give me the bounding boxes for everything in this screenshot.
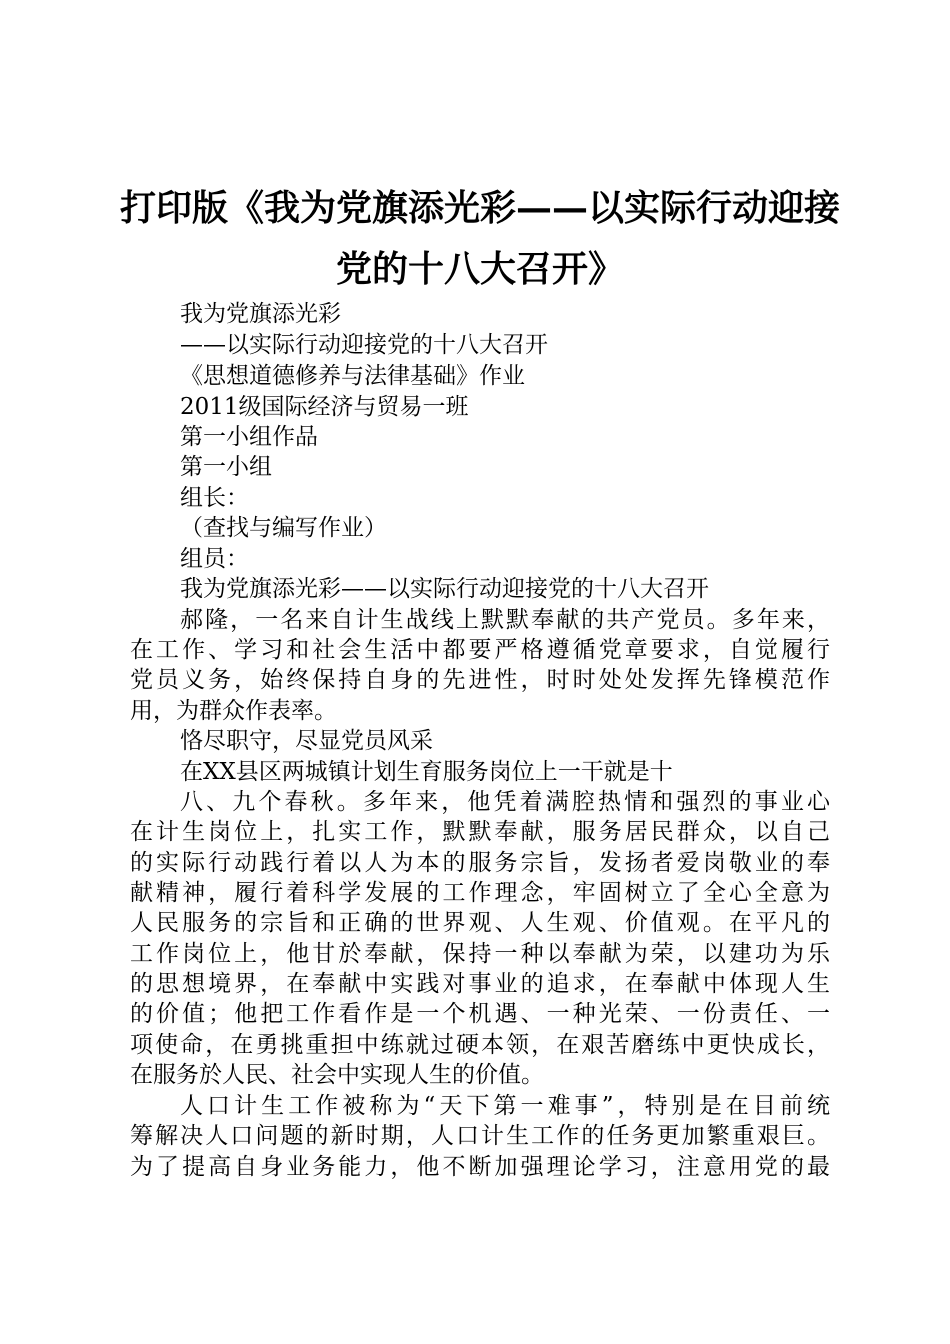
paragraph-1-line-4: 用，为群众作表率。 <box>130 698 337 724</box>
section-title: 我为党旗添光彩——以实际行动迎接党的十八大召开 <box>180 576 709 602</box>
section-heading: 恪尽职守，尽显党员风采 <box>180 728 433 754</box>
header-line-class: 2011级国际经济与贸易一班 <box>180 394 469 420</box>
paragraph-2-line-6: 工作岗位上，他甘於奉献，保持一种以奉献为荣，以建功为乐 <box>130 941 830 967</box>
paragraph-3-line-3: 为了提高自身业务能力，他不断加强理论学习，注意用党的最 <box>130 1154 830 1180</box>
paragraph-1-line-3: 党员义务，始终保持自身的先进性，时时处处发挥先锋模范作 <box>130 667 830 693</box>
paragraph-2-line-9: 项使命，在勇挑重担中练就过硬本领，在艰苦磨练中更快成长， <box>130 1032 830 1058</box>
header-line-group-work: 第一小组作品 <box>180 424 318 450</box>
paragraph-2-line-7: 的思想境界，在奉献中实践对事业的追求，在奉献中体现人生 <box>130 971 830 997</box>
header-line-members: 组员： <box>180 546 249 572</box>
paragraph-3-line-2: 筹解决人口问题的新时期，人口计生工作的任务更加繁重艰巨。 <box>130 1123 830 1149</box>
document-title-line-2: 党的十八大召开》 <box>335 248 624 290</box>
paragraph-2-line-8: 的价值；他把工作看作是一个机遇、一种光荣、一份责任、一 <box>130 1001 830 1027</box>
header-line-slogan: 我为党旗添光彩 <box>180 301 341 327</box>
document-title-line-1: 打印版《我为党旗添光彩——以实际行动迎接 <box>119 187 840 229</box>
header-line-leader: 组长： <box>180 485 249 511</box>
paragraph-2-line-1: 八、九个春秋。多年来，他凭着满腔热情和强烈的事业心 <box>180 789 830 815</box>
header-line-subtitle: ——以实际行动迎接党的十八大召开 <box>180 332 548 358</box>
paragraph-2-line-5: 人民服务的宗旨和正确的世界观、人生观、价值观。在平凡的 <box>130 910 830 936</box>
paragraph-2-line-10: 在服务於人民、社会中实现人生的价值。 <box>130 1062 544 1088</box>
paragraph-3-line-1: 人口计生工作被称为“天下第一难事”，特别是在目前统 <box>180 1093 830 1119</box>
paragraph-2-line-3: 的实际行动践行着以人为本的服务宗旨，发扬者爱岗敬业的奉 <box>130 850 830 876</box>
header-line-course: 《思想道德修养与法律基础》作业 <box>180 363 525 389</box>
paragraph-2-line-2: 在计生岗位上，扎实工作，默默奉献，服务居民群众，以自己 <box>130 819 830 845</box>
header-line-task: （查找与编写作业） <box>180 515 387 541</box>
paragraph-2-line-0: 在XX县区两城镇计划生育服务岗位上一干就是十 <box>180 759 673 785</box>
paragraph-1-line-2: 在工作、学习和社会生活中都要严格遵循党章要求，自觉履行 <box>130 637 830 663</box>
paragraph-2-line-4: 献精神，履行着科学发展的工作理念，牢固树立了全心全意为 <box>130 880 830 906</box>
header-line-group: 第一小组 <box>180 454 272 480</box>
paragraph-1-line-1: 郝隆，一名来自计生战线上默默奉献的共产党员。多年来， <box>180 607 830 633</box>
